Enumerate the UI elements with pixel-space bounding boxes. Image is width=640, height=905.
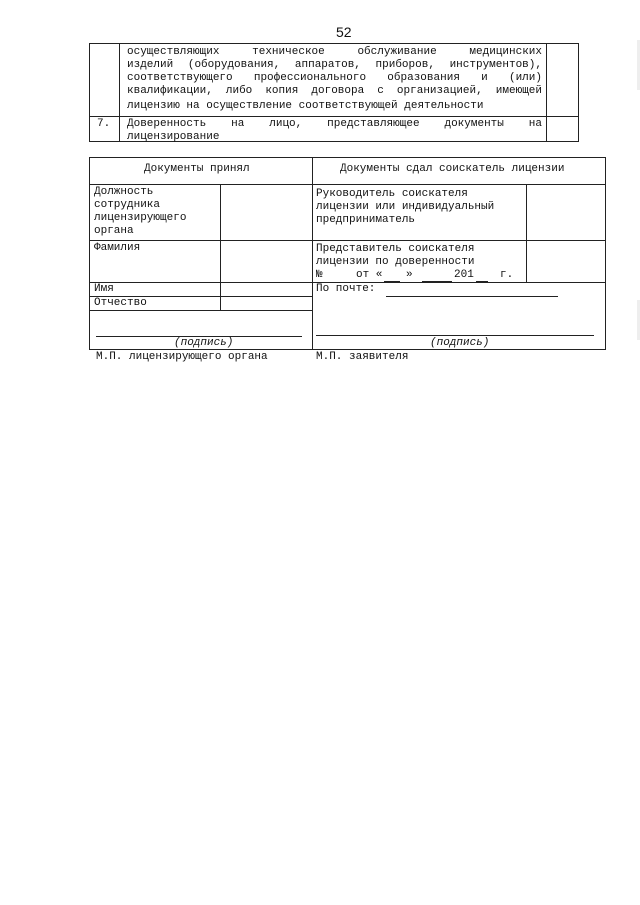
rep-g: г. <box>500 269 514 281</box>
page-number: 52 <box>336 24 352 40</box>
head-line-3: предприниматель <box>316 214 416 226</box>
signature-label-right: (подпись) <box>430 337 490 349</box>
header-accepted: Документы принял <box>144 163 250 175</box>
row7-line-2: лицензирование <box>127 131 220 143</box>
row6-line-4: квалификации, либо копия договора с организацией, имеющей <box>127 85 542 97</box>
documents-table <box>89 43 579 142</box>
by-mail-line <box>386 296 558 297</box>
rep-month-line <box>422 281 452 282</box>
rep-year: 201 <box>454 269 474 281</box>
rep-line-2: лицензии по доверенности <box>316 256 475 268</box>
label-name: Имя <box>94 283 114 295</box>
rep-number-sign: № <box>316 269 323 281</box>
rep-day-line <box>384 281 400 282</box>
stamp-licensing-body: М.П. лицензирующего органа <box>96 351 268 363</box>
header-submitted: Документы сдал соискатель лицензии <box>340 163 565 175</box>
signature-label-left: (подпись) <box>174 337 234 349</box>
signature-line-right <box>316 335 594 336</box>
label-position-1: Должность <box>94 186 154 198</box>
row6-line-2: изделий (оборудования, аппаратов, приборов, инструментов), <box>127 59 542 71</box>
head-line-2: лицензии или индивидуальный <box>316 201 495 213</box>
label-surname: Фамилия <box>94 242 141 254</box>
acceptance-form <box>89 157 606 350</box>
label-position-4: органа <box>94 225 134 237</box>
rep-from: от « <box>356 269 383 281</box>
row7-number: 7. <box>97 118 111 130</box>
stamp-applicant: М.П. заявителя <box>316 351 409 363</box>
row6-line-3: соответствующего профессионального образования и (или) <box>127 72 542 84</box>
row6-line-1: осуществляющих техническое обслуживание медицинских <box>127 46 542 58</box>
row7-line-1: Доверенность на лицо, представляющее документы на <box>127 118 542 130</box>
rep-quote-close: » <box>406 269 413 281</box>
row6-line-5: лицензию на осуществление соответствующей деятельности <box>127 100 484 112</box>
label-patronymic: Отчество <box>94 297 147 309</box>
head-line-1: Руководитель соискателя <box>316 188 468 200</box>
rep-line-1: Представитель соискателя <box>316 243 475 255</box>
label-position-3: лицензирующего <box>94 212 187 224</box>
by-mail-label: По почте: <box>316 283 376 295</box>
label-position-2: сотрудника <box>94 199 161 211</box>
rep-year-line <box>476 281 488 282</box>
